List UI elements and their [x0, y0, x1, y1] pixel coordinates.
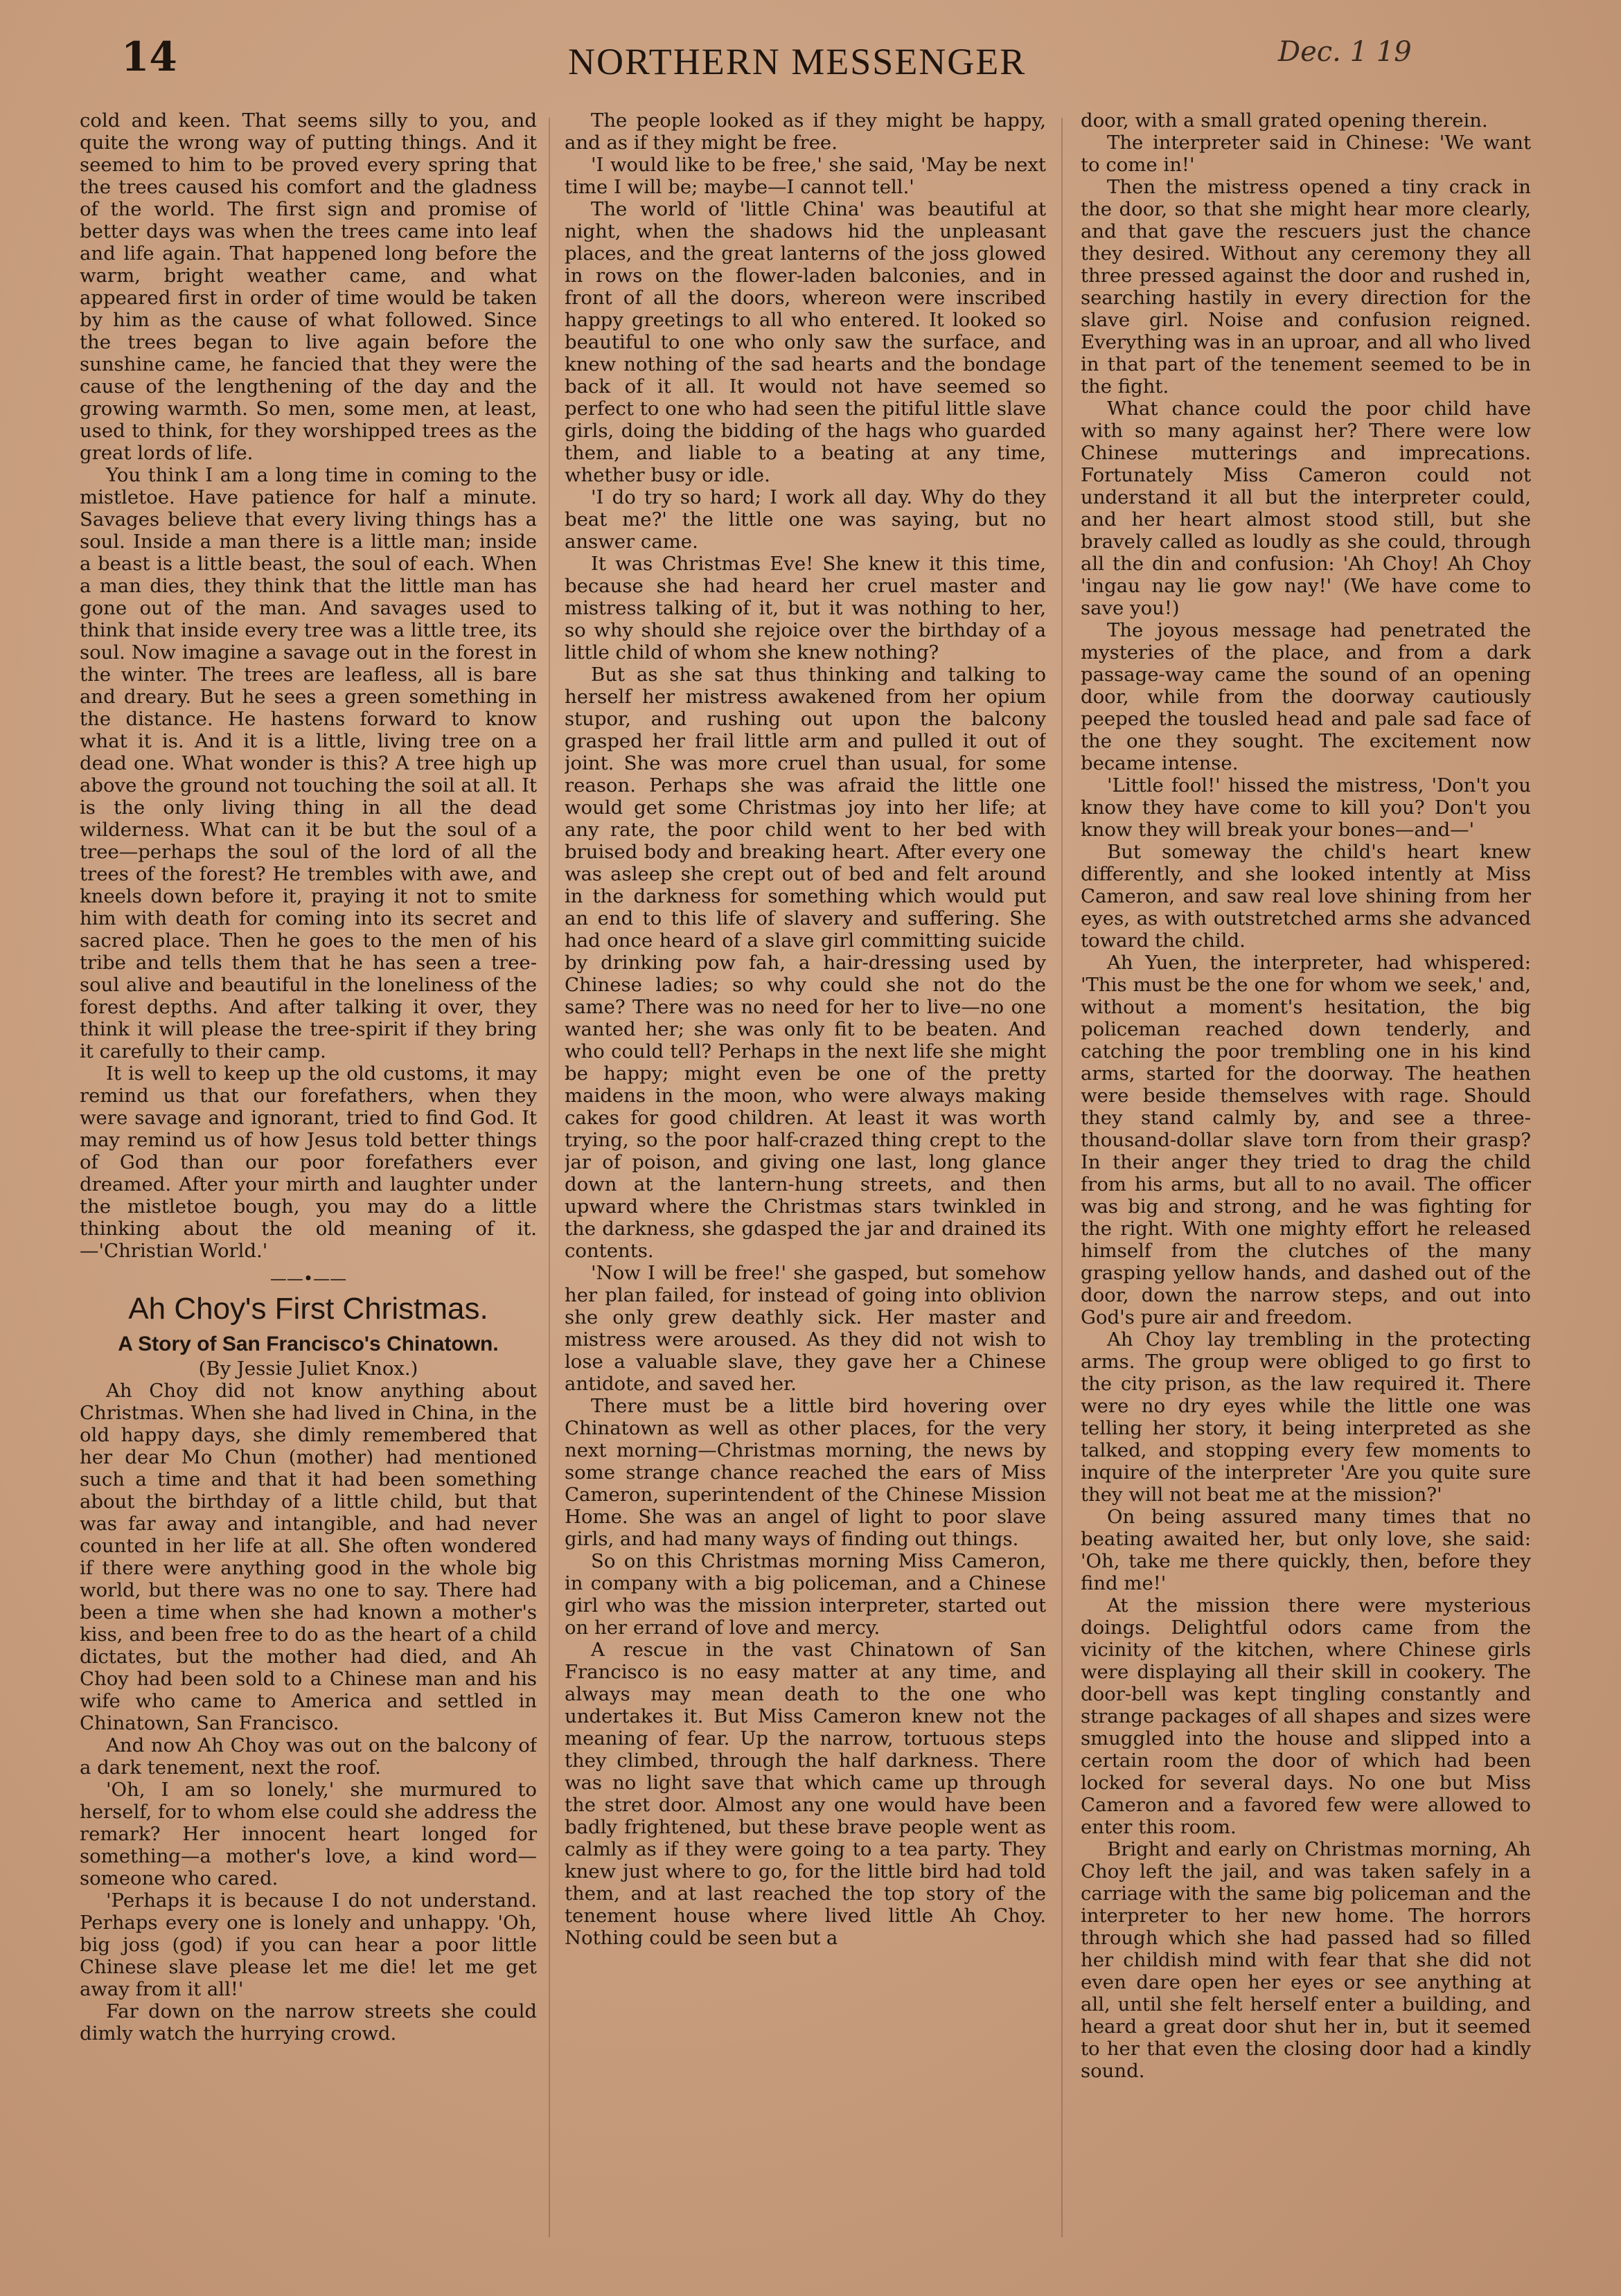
column-rule	[549, 118, 550, 2237]
paragraph: There must be a little bird hovering over Chinatown as well as other places, for the very next morning—Christmas morning, the news by some strange chance reached the ears of Miss Cameron, superintendent of the Chinese Mission Home. She was an angel of light to poor slave girls, and had many ways of finding out things.	[565, 1395, 1046, 1550]
paragraph: 'I do try so hard; I work all day. Why do they beat me?' the little one was saying, but no answer came.	[565, 486, 1046, 553]
paragraph: Ah Choy did not know anything about Christmas. When she had lived in China, in the old happy days, she dimly remembered that her dear Mo Chun (mother) had mentioned such a time and that it had been something about the birthday of a little child, but that was far away and intangible, and had never counted in her life at all. She often wondered if there were anything good in the whole big world, but there was no one to say. There had been a time when she had known a mother's kiss, and been free to do as the heart of a child dictates, but the mother had died, and Ah Choy had been sold to a Chinese man and his wife who came to America and settled in Chinatown, San Francisco.	[80, 1380, 537, 1734]
paragraph: The interpreter said in Chinese: 'We want to come in!'	[1081, 132, 1531, 176]
story-divider: ——•——	[269, 1269, 347, 1288]
story-byline: (By Jessie Juliet Knox.)	[198, 1358, 418, 1380]
story-title: Ah Choy's First Christmas.	[128, 1292, 488, 1326]
paragraph: On being assured many times that no beating awaited her, but only love, she said: 'Oh, take me there quickly, then, before they find me!'	[1081, 1506, 1531, 1594]
paragraph: 'Now I will be free!' she gasped, but somehow her plan failed, for instead of going into oblivion she only grew deathly sick. Her master and mistress were aroused. As they did not wish to lose a valuable slave, they gave her a Chinese antidote, and saved her.	[565, 1262, 1046, 1395]
story-subtitle: A Story of San Francisco's Chinatown.	[118, 1333, 499, 1355]
paragraph: At the mission there were mysterious doings. Delightful odors came from the vicinity of the kitchen, where Chinese girls were displaying all their skill in cookery. The door-bell was kept tingling constantly and strange packages of all shapes and sizes were smuggled into the house and slipped into a certain room the door of which had been locked for several days. No one but Miss Cameron and a favored few were allowed to enter this room.	[1081, 1594, 1531, 1838]
paragraph: What chance could the poor child have with so many against her? There were low Chinese mutterings and imprecations. Fortunately Miss Cameron could not understand it all but the interpreter could, and her heart almost stood still, but she bravely called as loudly as she could, through all the din and confusion: 'Ah Choy! Ah Choy 'ingau nay lie gow nay!' (We have come to save you!)	[1081, 398, 1531, 619]
page-number: 14	[121, 33, 177, 80]
column-rule	[1061, 118, 1063, 2237]
paragraph: So on this Christmas morning Miss Cameron, in company with a big policeman, and a Chinese girl who was the mission interpreter, started out on her errand of love and mercy.	[565, 1550, 1046, 1639]
handwritten-date: Dec. 1 19	[1278, 36, 1412, 68]
paragraph: And now Ah Choy was out on the balcony of a dark tenement, next the roof.	[80, 1734, 537, 1779]
paragraph: The people looked as if they might be happy, and as if they might be free.	[565, 109, 1046, 154]
paragraph: It was Christmas Eve! She knew it this time, because she had heard her cruel master and mistress talking of it, but it was nothing to her, so why should she rejoice over the birthday of a little child of whom she knew nothing?	[565, 553, 1046, 664]
paragraph: cold and keen. That seems silly to you, and quite the wrong way of putting things. And it seemed to him to be proved every spring that the trees caused his comfort and the gladness of the world. The first sign and promise of better days was when the trees came into leaf and life again. That happened long before the warm, bright weather came, and what appeared first in order of time would be taken by him as the cause of what followed. Since the trees began to live again before the sunshine came, he fancied that they were the cause of the lengthening of the day and the growing warmth. So men, some men, at least, used to think, for they worshipped trees as the great lords of life.	[80, 109, 537, 464]
paragraph: Bright and early on Christmas morning, Ah Choy left the jail, and was taken safely in a carriage with the same big policeman and the interpreter to her new home. The horrors through which she had passed had so filled her childish mind with fear that she did not even dare open her eyes or see anything at all, until she felt herself enter a building, and heard a great door shut her in, but it seemed to her that even the closing door had a kindly sound.	[1081, 1838, 1531, 2082]
paragraph: 'Little fool!' hissed the mistress, 'Don't you know they have come to kill you? Don't you know they will break your bones—and—'	[1081, 774, 1531, 841]
paragraph: The joyous message had penetrated the mysteries of the place, and from a dark passage-way came the sound of an opening door, while from the doorway cautiously peeped the tousled head and pale sad face of the one they sought. The excitement now became intense.	[1081, 619, 1531, 774]
paragraph: But someway the child's heart knew differently, and she looked intently at Miss Cameron, and saw real love shining from her eyes, as with outstretched arms she advanced toward the child.	[1081, 841, 1531, 952]
paragraph: It is well to keep up the old customs, it may remind us that our forefathers, when they were savage and ignorant, tried to find God. It may remind us of how Jesus told better things of God than our poor forefathers ever dreamed. After your mirth and laughter under the mistletoe bough, you may do a little thinking about the old meaning of it.—'Christian World.'	[80, 1062, 537, 1262]
page-header	[0, 0, 1621, 97]
masthead-title: NORTHERN MESSENGER	[568, 41, 1027, 82]
paragraph: 'Oh, I am so lonely,' she murmured to herself, for to whom else could she address the remark? Her innocent heart longed for something—a mother's love, a kind word—someone who cared.	[80, 1779, 537, 1889]
paragraph: Ah Yuen, the interpreter, had whispered: 'This must be the one for whom we seek,' and, without a moment's hesitation, the big policeman reached down tenderly, and catching the poor trembling one in his kind arms, started for the doorway. The heathen were beside themselves with rage. Should they stand calmly by, and see a three-thousand-dollar slave torn from their grasp? In their anger they tried to drag the child from his arms, but all to no avail. The officer was big and strong, and he was fighting for the right. With one mighty effort he released himself from the clutches of the many grasping yellow hands, and dashed out of the door, down the narrow steps, and out into God's pure air and freedom.	[1081, 952, 1531, 1328]
paragraph: 'I would like to be free,' she said, 'May be next time I will be; maybe—I cannot tell.'	[565, 154, 1046, 198]
paragraph: A rescue in the vast Chinatown of San Francisco is no easy matter at any time, and always may mean death to the one who undertakes it. But Miss Cameron knew not the meaning of fear. Up the narrow, tortuous steps they climbed, through the half darkness. There was no light save that which came up through the stret door. Almost any one would have been badly frightened, but these brave people went as calmly as if they were going to a tea party. They knew just where to go, for the little bird had told them, and at last reached the top story of the tenement house where lived little Ah Choy. Nothing could be seen but a	[565, 1639, 1046, 1949]
paragraph: Far down on the narrow streets she could dimly watch the hurrying crowd.	[80, 2000, 537, 2045]
paragraph: Ah Choy lay trembling in the protecting arms. The group were obliged to go first to the city prison, as the law required it. There were no dry eyes while the little one was telling her story, it being interpreted as she talked, and stopping every few moments to inquire of the interpreter 'Are you quite sure they will not beat me at the mission?'	[1081, 1328, 1531, 1506]
paragraph: 'Perhaps it is because I do not understand. Perhaps every one is lonely and unhappy. 'Oh, big joss (god) if you can hear a poor little Chinese slave please let me die! let me get away from it all!'	[80, 1889, 537, 2000]
column-3	[1081, 109, 1531, 2263]
paragraph: door, with a small grated opening therein.	[1081, 109, 1488, 132]
paragraph: But as she sat thus thinking and talking to herself her mistress awakened from her opium stupor, and rushing out upon the balcony grasped her frail little arm and pulled it out of joint. She was more cruel than usual, for some reason. Perhaps she was afraid the little one would get some Christmas joy into her life; at any rate, the poor child went to her bed with bruised body and breaking heart. After every one was asleep she crept out of bed and felt around in the darkness for something which would put an end to this life of slavery and suffering. She had once heard of a slave girl committing suicide by drinking pow fah, a hair-dressing used by Chinese ladies; so why could she not do the same? There was no need for her to live—no one wanted her; she was only fit to be beaten. And who could tell? Perhaps in the next life she might be happy; might even be one of the pretty maidens in the moon, who were always making cakes for good children. At least it was worth trying, so the poor half-crazed thing crept to the jar of poison, and giving one last, long glance down at the lantern-hung streets, and then upward where the Christmas stars twinkled in the darkness, she gdasped the jar and drained its contents.	[565, 664, 1046, 1262]
paragraph: Then the mistress opened a tiny crack in the door, so that she might hear more clearly, and that gave the rescuers just the chance they desired. Without any ceremony they all three pressed against the door and rushed in, searching hastily in every direction for the slave girl. Noise and confusion reigned. Everything was in an uproar, and all who lived in that part of the tenement seemed to be in the fight.	[1081, 176, 1531, 398]
paragraph: The world of 'little China' was beautiful at night, when the shadows hid the unpleasant places, and the great lanterns of the joss glowed in rows on the flower-laden balconies, and in front of all the doors, whereon were inscribed happy greetings to all who entered. It looked so beautiful to one who only saw the surface, and knew nothing of the sad hearts and the bondage back of it all. It would not have seemed so perfect to one who had seen the pitiful little slave girls, doing the bidding of the hags who guarded them, and liable to a beating at any time, whether busy or idle.	[565, 198, 1046, 486]
column-2	[565, 109, 1046, 2263]
column-1	[80, 109, 537, 2263]
paragraph: You think I am a long time in coming to the mistletoe. Have patience for half a minute. Savages believe that every living things has a soul. Inside a man there is a little man; inside a beast is a little beast, the soul of each. When a man dies, they think that the little man has gone out of the man. And savages used to think that inside every tree was a little tree, its soul. Now imagine a savage out in the forest in the winter. The trees are leafless, all is bare and dreary. But he sees a green something in the distance. He hastens forward to know what it is. And it is a little, living tree on a dead one. What wonder is this? A tree high up above the ground not touching the soil at all. It is the only living thing in all the dead wilderness. What can it be but the soul of a tree—perhaps the soul of the lord of all the trees of the forest? He trembles with awe, and kneels down before it, praying it not to smite him with death for coming into its secret and sacred place. Then he goes to the men of his tribe and tells them that he has seen a tree-soul alive and beautiful in the loneliness of the forest depths. And after talking it over, they think it will please the tree-spirit if they bring it carefully to their camp.	[80, 464, 537, 1062]
